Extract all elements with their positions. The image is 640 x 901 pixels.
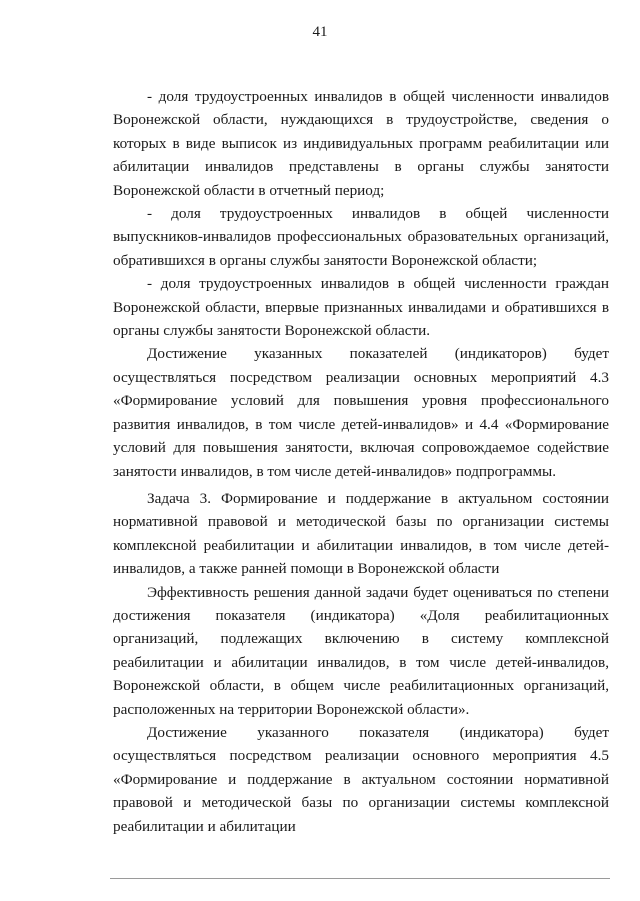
paragraph-task-3: Задача 3. Формирование и поддержание в актуальном состоянии нормативной правовой и методической базы по организации системы комплексной реабилитации и абилитации инвалидов, в том числе детей-инвалидов, а также ранней помощи в Воронежской области bbox=[113, 489, 609, 578]
paragraph-achievement-1: Достижение указанных показателей (индикаторов) будет осуществляться посредством реализации основных мероприятий 4.3 «Формирование условий для повышения уровня профессионального развития инвалидов, в том числе детей-инвалидов» и 4.4 «Формирование условий для повышения занятости, включая сопровождаемое содействие занятости инвалидов, в том числе детей-инвалидов» подпрограммы. bbox=[113, 345, 609, 480]
paragraph-indicator-1: - доля трудоустроенных инвалидов в общей численности инвалидов Воронежской области, нуждающихся в трудоустройстве, сведения о которых в виде выписок из индивидуальных программ реабилитации или абилитации инвалидов представлены в органы службы занятости Воронежской области в отчетный период; bbox=[113, 88, 609, 199]
paragraph-indicator-3: - доля трудоустроенных инвалидов в общей численности граждан Воронежской области, впервые признанных инвалидами и обратившихся в органы службы занятости Воронежской области. bbox=[113, 275, 609, 340]
paragraph-effectiveness: Эффективность решения данной задачи будет оцениваться по степени достижения показателя (индикатора) «Доля реабилитационных организаций, подлежащих включению в систему комплексной реабилитации и абилитации инвалидов, в том числе детей-инвалидов, Воронежской области, в общем числе реабилитационных организаций, расположенных на территории Воронежской области». bbox=[113, 583, 609, 718]
paragraph-indicator-2: - доля трудоустроенных инвалидов в общей численности выпускников-инвалидов профессиональных образовательных организаций, обратившихся в органы службы занятости Воронежской области; bbox=[113, 205, 609, 269]
scan-edge-line bbox=[110, 878, 610, 879]
document-body bbox=[113, 85, 609, 838]
page-number: 41 bbox=[312, 24, 328, 40]
paragraph-achievement-2: Достижение указанного показателя (индикатора) будет осуществляться посредством реализации основного мероприятия 4.5 «Формирование и поддержание в актуальном состоянии нормативной правовой и методической базы по организации системы комплексной реабилитации и абилитации bbox=[113, 723, 609, 835]
